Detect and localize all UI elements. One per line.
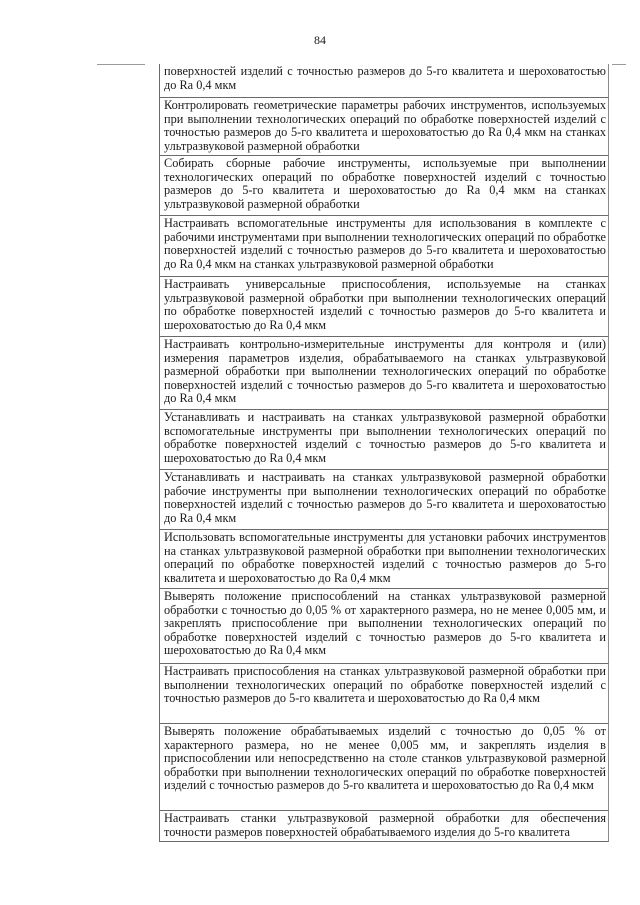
table-row: Настраивать контрольно-измерительные инструменты для контроля и (или) измерения параметров изделия, обрабатываемого на станках ультразвуковой размерной обработки при выполнении технологических операций по обработке поверхностей изделий с точностью размеров до 5-го квалитета и шероховатостью до Ra 0,4 мкм: [159, 336, 609, 409]
table-row: поверхностей изделий с точностью размеров до 5-го квалитета и шероховатостью до Ra 0,4 мкм: [159, 64, 609, 97]
table-row: Выверять положение приспособлений на станках ультразвуковой размерной обработки с точностью до 0,05 % от характерного размера, но не менее 0,005 мм, и закреплять приспособление при выполнении технологических операций по обработке поверхностей изделий с точностью размеров до 5-го квалитета и шероховатостью до Ra 0,4 мкм: [159, 588, 609, 663]
table-row: Устанавливать и настраивать на станках ультразвуковой размерной обработки вспомогательные инструменты при выполнении технологических операций по обработке поверхностей изделий с точностью размеров до 5-го квалитета и шероховатостью до Ra 0,4 мкм: [159, 409, 609, 469]
table-row: Использовать вспомогательные инструменты для установки рабочих инструментов на станках ультразвуковой размерной обработки при выполнении технологических операций по обработке поверхностей изделий с точностью размеров до 5-го квалитета и шероховатостью до Ra 0,4 мкм: [159, 529, 609, 588]
table-row: Собирать сборные рабочие инструменты, используемые при выполнении технологических операций по обработке поверхностей изделий с точностью размеров до 5-го квалитета и шероховатостью до Ra 0,4 мкм на станках ультразвуковой размерной обработки: [159, 155, 609, 215]
table-row: Настраивать вспомогательные инструменты для использования в комплекте с рабочими инструментами при выполнении технологических операций по обработке поверхностей изделий с точностью размеров до 5-го квалитета и шероховатостью до Ra 0,4 мкм на станках ультразвуковой размерной обработки: [159, 215, 609, 276]
table-row: Настраивать универсальные приспособления, используемые на станках ультразвуковой размерной обработки при выполнении технологических операций по обработке поверхностей изделий с точностью размеров до 5-го квалитета и шероховатостью до Ra 0,4 мкм: [159, 276, 609, 336]
table-row: Выверять положение обрабатываемых изделий с точностью до 0,05 % от характерного размера, но не менее 0,005 мм, и закреплять изделия в приспособлении или непосредственно на столе станков ультразвуковой размерной обработки при выполнении технологических операций по обработке поверхностей изделий с точностью размеров до 5-го квалитета и шероховатостью до Ra 0,4 мкм: [159, 723, 609, 810]
table-row: Настраивать приспособления на станках ультразвуковой размерной обработки при выполнении технологических операций по обработке поверхностей изделий с точностью размеров до 5-го квалитета и шероховатостью до Ra 0,4 мкм: [159, 663, 609, 723]
page-number: 84: [314, 33, 326, 47]
table-row: Настраивать станки ультразвуковой размерной обработки для обеспечения точности размеров поверхностей обрабатываемого изделия до 5-го квалитета: [159, 810, 609, 842]
column-divider-right: [612, 64, 626, 65]
skills-table: [159, 64, 609, 842]
table-row: Контролировать геометрические параметры рабочих инструментов, используемых при выполнении технологических операций по обработке поверхностей изделий с точностью размеров до 5-го квалитета и шероховатостью до Ra 0,4 мкм на станках ультразвуковой размерной обработки: [159, 97, 609, 155]
table-row: Устанавливать и настраивать на станках ультразвуковой размерной обработки рабочие инструменты при выполнении технологических операций по обработке поверхностей изделий с точностью размеров до 5-го квалитета и шероховатостью до Ra 0,4 мкм: [159, 469, 609, 529]
column-divider-left: [97, 64, 145, 65]
